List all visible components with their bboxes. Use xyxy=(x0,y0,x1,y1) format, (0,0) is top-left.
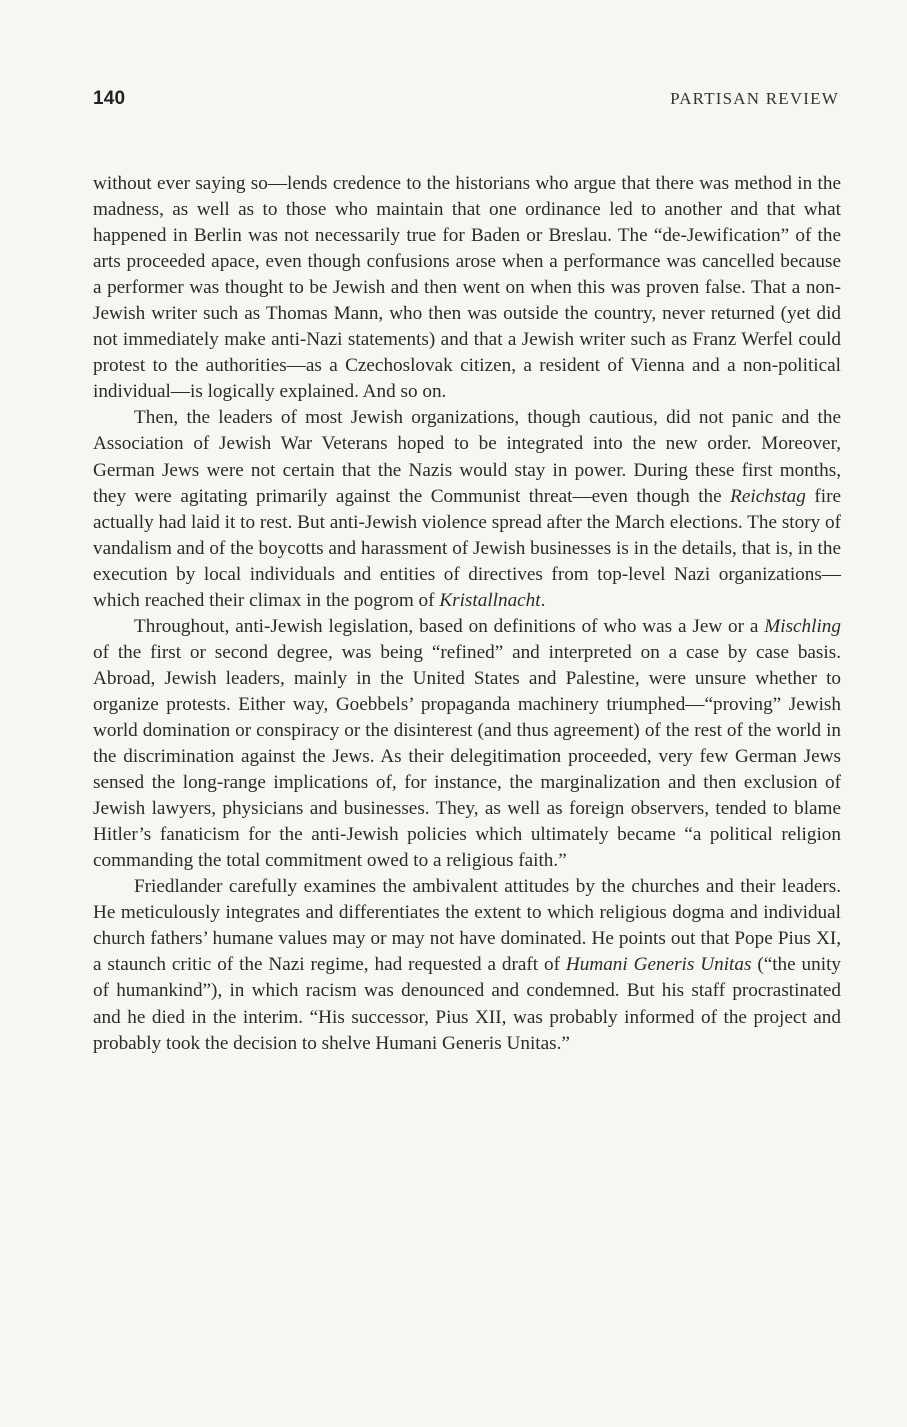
italic-kristallnacht: Kristallnacht xyxy=(439,589,541,611)
text-run: Friedlander carefully examines the ambivalent attitudes by the churches and their leaders. He meticulously integrates and differentiates the extent to which religious dogma and individual church fathers’ humane values may or may not have dominated. He points out that Pope Pius XI, a staunch critic of the Nazi regime, had requested a draft of xyxy=(93,876,841,976)
page-number: 140 xyxy=(93,88,126,109)
paragraph-jewish-leaders xyxy=(93,405,841,613)
text-run: of the first or second degree, was being “refined” and interpreted on a case by case basis. Abroad, Jewish leaders, mainly in the United States and Palestine, were unsure whether to organize protests. Either way, Goebbels’ propaganda machinery triumphed—“proving” Jewish world domination or conspiracy or the disinterest (and thus agreement) of the rest of the world in the discrimination against the Jews. As their delegitimation proceeded, very few German Jews sensed the long-range implications of, for instance, the marginalization and then exclusion of Jewish lawyers, physicians and businesses. They, as well as foreign observers, tended to blame Hitler’s fanaticism for the anti-Jewish policies which ultimately became “a political religion commanding the total commitment owed to a religious faith.” xyxy=(93,641,841,872)
italic-humani-generis-unitas: Humani Generis Unitas xyxy=(565,954,752,976)
text-run: Throughout, anti-Jewish legislation, based on definitions of who was a Jew or a xyxy=(134,615,765,637)
paragraph-legislation xyxy=(93,614,841,874)
running-head xyxy=(93,88,839,114)
journal-title: PARTISAN REVIEW xyxy=(670,89,839,108)
text-run: without ever saying so—lends credence to the historians who argue that there was method in the madness, as well as to those who maintain that one ordinance led to another and that what happened in Berlin was not necessarily true for Baden or Breslau. The “de-Jewification” of the arts proceeded apace, even though confusions arose when a performance was cancelled because a performer was thought to be Jewish and then went on when this was proven false. That a non-Jewish writer such as Thomas Mann, who then was outside the country, never returned (yet did not immediately make anti-Nazi statements) and that a Jewish writer such as Franz Werfel could protest to the authorities—as a Czechoslovak citizen, a resident of Vienna and a non-political individual—is logically explained. And so on. xyxy=(93,173,841,403)
text-run: fire actually had laid it to rest. But anti-Jewish violence spread after the March elections. The story of vandalism and of the boycotts and harassment of Jewish businesses is in the details, that is, in the execution by local individuals and entities of directives from top-level Nazi organizations—which reached their climax in the pogrom of xyxy=(93,485,841,611)
paragraph-method-in-madness xyxy=(93,171,841,405)
text-run: (“the unity of humankind”), in which racism was denounced and condemned. But his staff procrastinated and he died in the interim. “His successor, Pius XII, was probably informed of the project and probably took the decision to shelve Humani Generis Unitas.” xyxy=(93,954,841,1054)
article-body xyxy=(93,171,841,1057)
paragraph-churches xyxy=(93,874,841,1056)
text-run: Then, the leaders of most Jewish organizations, though cautious, did not panic and the Association of Jewish War Veterans hoped to be integrated into the new order. Moreover, German Jews were not certain that the Nazis would stay in power. During these first months, they were agitating primarily against the Communist threat—even though the xyxy=(93,407,841,507)
text-run: . xyxy=(540,589,546,611)
italic-reichstag: Reichstag xyxy=(730,485,806,507)
italic-mischling: Mischling xyxy=(764,615,841,637)
